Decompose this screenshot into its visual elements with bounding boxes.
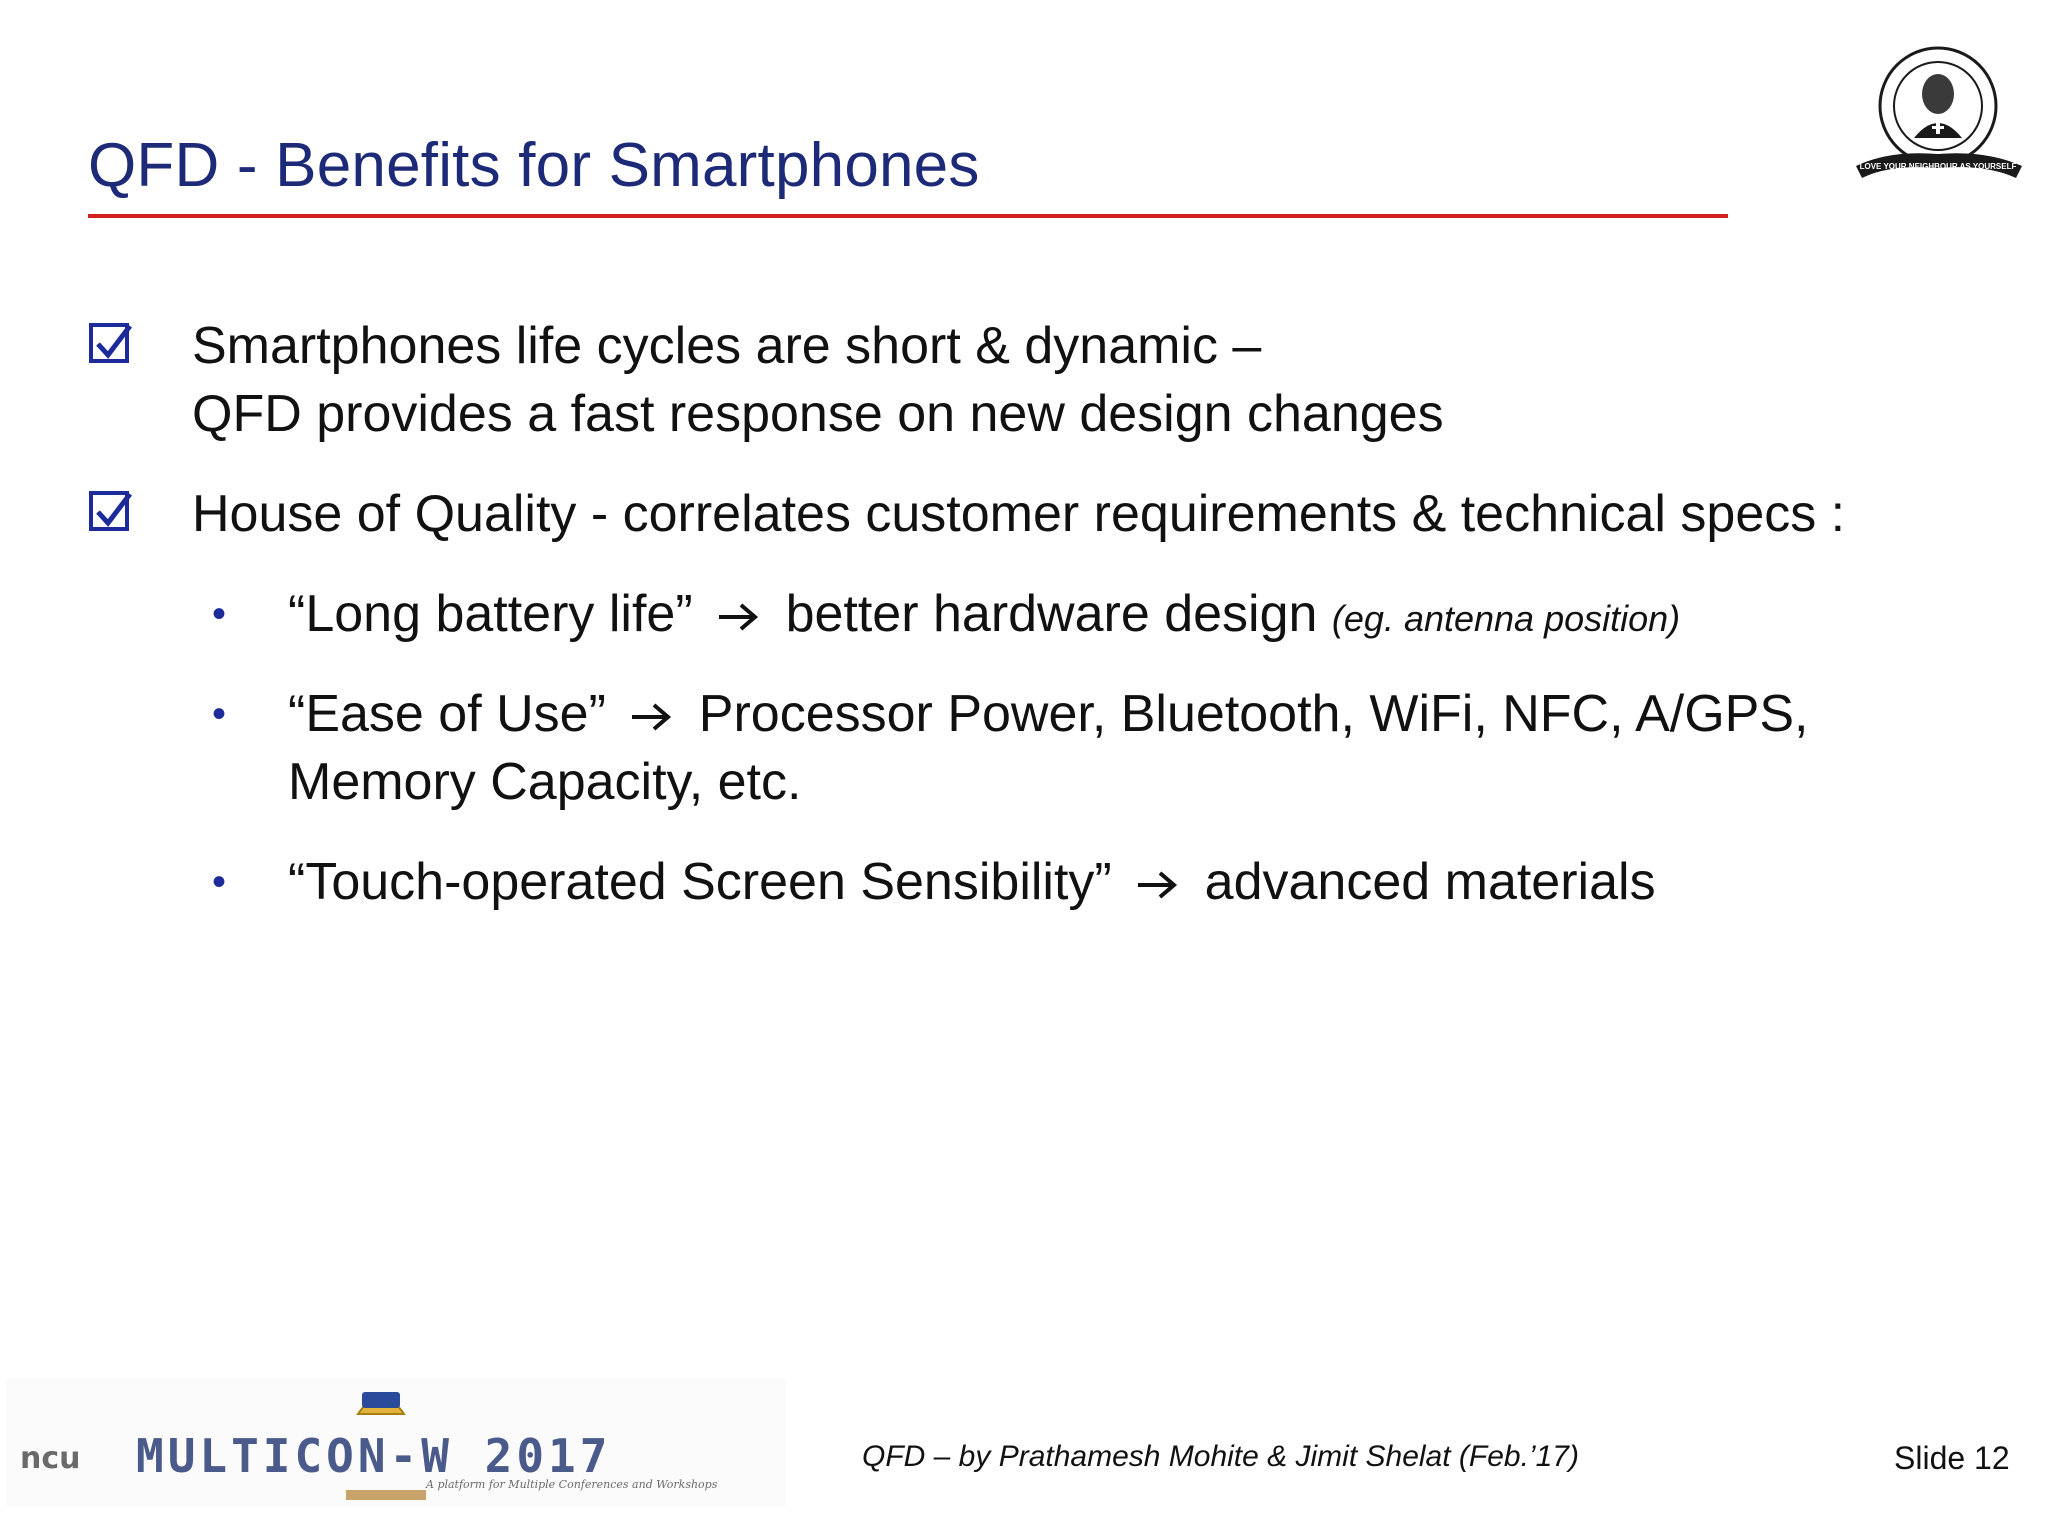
subitem-3-rest: advanced materials [1204, 853, 1656, 911]
bullet-icon: • [212, 592, 227, 636]
conference-banner-logo [6, 1378, 786, 1506]
arrow-right-icon [717, 602, 761, 632]
svg-text:A platform for Multiple Confer: A platform for Multiple Conferences and Workshops [426, 1478, 718, 1491]
subitem-2-lead: “Ease of Use” [288, 685, 606, 743]
footer-credit: QFD – by Prathamesh Mohite & Jimit Shelat (Feb.’17) [862, 1440, 1579, 1473]
item-1-line-1: Smartphones life cycles are short & dynamic – [192, 317, 1262, 375]
banner-text: MULTICON-W 2017 [136, 1429, 612, 1483]
institution-seal-logo [1850, 38, 2030, 198]
bullet-icon: • [212, 692, 227, 736]
subitem-1 [288, 580, 1680, 653]
subitem-2-rest: Processor Power, Bluetooth, WiFi, NFC, A/GPS, [698, 685, 1809, 743]
svg-text:LOVE YOUR NEIGHBOUR AS YOURSEL: LOVE YOUR NEIGHBOUR AS YOURSELF [1859, 162, 2017, 171]
subitem-1-lead: “Long battery life” [288, 585, 693, 643]
checkbox-checked-icon [88, 490, 134, 536]
subitem-2 [288, 680, 1809, 748]
subitem-3-lead: “Touch-operated Screen Sensibility” [288, 853, 1112, 911]
slide-number: Slide 12 [1894, 1440, 2010, 1476]
arrow-right-icon [630, 702, 674, 732]
item-2-line-1: House of Quality - correlates customer requirements & technical specs : [192, 485, 1846, 543]
slide-title: QFD - Benefits for Smartphones [88, 131, 980, 200]
item-1-line-2: QFD provides a fast response on new design changes [192, 385, 1444, 443]
bullet-icon: • [212, 860, 227, 904]
title-underline [88, 214, 1728, 218]
checkbox-checked-icon [88, 322, 134, 368]
subitem-2-line-2: Memory Capacity, etc. [288, 753, 802, 811]
svg-text:ncu: ncu [20, 1441, 81, 1476]
subitem-1-note: (eg. antenna position) [1331, 598, 1681, 639]
subitem-3 [288, 848, 1656, 916]
arrow-right-icon [1136, 870, 1180, 900]
subitem-1-rest: better hardware design [785, 585, 1318, 643]
